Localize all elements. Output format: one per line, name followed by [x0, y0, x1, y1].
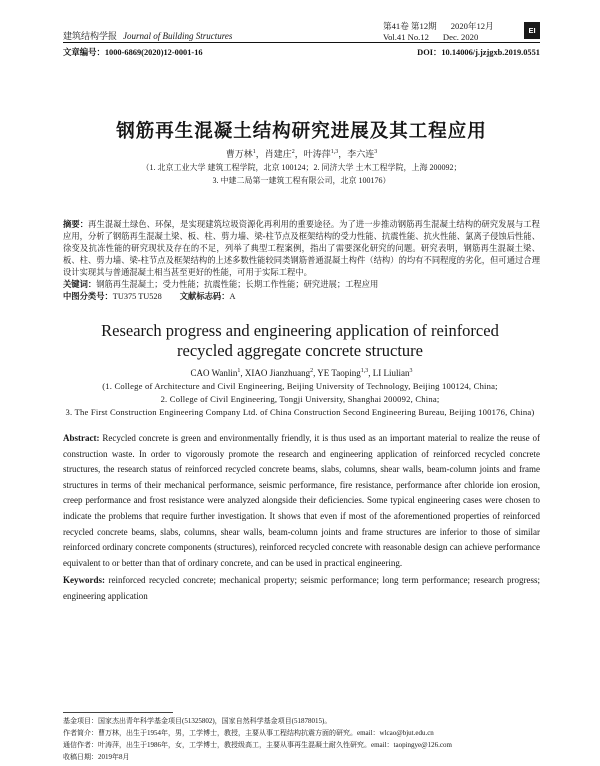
author-name: YE Taoping [317, 368, 361, 378]
abstract-en-block [63, 431, 540, 605]
issue-date-en: Dec. 2020 [442, 32, 479, 42]
classification-line [63, 291, 540, 303]
author-affil-mark: 1,3 [360, 368, 369, 374]
author-separator: ， [255, 149, 265, 159]
footnotes [63, 715, 540, 763]
author-affil-mark: 1 [252, 149, 256, 155]
doc-code-label: 文献标志码： [179, 292, 230, 301]
author-separator: ， [338, 149, 348, 159]
issue-date-cn: 2020年12月 [450, 21, 494, 31]
author-name: CAO Wanlin [190, 368, 238, 378]
author-affil-mark: 3 [409, 368, 413, 374]
affiliation-line: （1. 北京工业大学 建筑工程学院，北京 100124；2. 同济大学 土木工程学院，上海 200092； [141, 163, 462, 172]
affiliation-line: (1. College of Architecture and Civil Engineering, Beijing University of Technology, Beijing 100124, China; [102, 381, 498, 391]
header-rule [63, 42, 540, 43]
author-name: 肖建庄 [264, 149, 292, 159]
doi: DOI：10.14006/j.jzjgxb.2019.0551 [417, 48, 540, 57]
title-cn: 钢筋再生混凝土结构研究进展及其工程应用 [116, 121, 487, 142]
author-name: LI Liulian [372, 368, 410, 378]
affiliation-line: 3. The First Construction Engineering Company Ltd. of China Construction Second Engineering Bureau, Beijing 100176, China) [65, 407, 535, 417]
issue-volume-en: Vol.41 No.12 [383, 32, 429, 42]
author-affil-mark: 2 [291, 149, 295, 155]
abstract-en [63, 431, 540, 571]
author-separator: , [368, 368, 373, 378]
abstract-cn [63, 219, 540, 279]
running-head [63, 29, 232, 42]
footnote-author-bio: 作者简介：曹万林，出生于1954年，男，工学博士，教授，主要从事工程结构抗震方面的研究。email：wlcao@bjut.edu.cn [63, 729, 434, 737]
article-number: 文章编号：1000-6869(2020)12-0001-16 [63, 48, 203, 57]
keywords-en [63, 573, 540, 604]
keywords-cn [63, 279, 540, 291]
author-name: XIAO Jianzhuang [244, 368, 311, 378]
keywords-en-text: reinforced recycled concrete; mechanical property; seismic performance; long term performance; research progress; engineering application [63, 575, 541, 601]
issue-volume-cn: 第41卷 第12期 [383, 21, 437, 31]
footnote-rule [63, 712, 173, 713]
author-affil-mark: 1,3 [330, 149, 339, 155]
footnote-corresponding-author: 通信作者：叶涛萍，出生于1986年，女，工学博士，教授级高工，主要从事再生混凝土耐久性研究。email：taopingye@126.com [63, 741, 452, 749]
journal-name-en: Journal of Building Structures [123, 31, 233, 41]
title-en: Research progress and engineering application of reinforced recycled aggregate concrete structure [101, 321, 499, 360]
clc-value: TU375 TU528 [112, 292, 162, 301]
doc-code-value: A [229, 292, 236, 301]
keywords-cn-text: 钢筋再生混凝土；受力性能；抗震性能；长期工作性能；研究进展；工程应用 [96, 280, 379, 289]
footnote-funding: 基金项目：国家杰出青年科学基金项目(51325802)，国家自然科学基金项目(51878015)。 [63, 717, 332, 725]
author-name: 李六连 [347, 149, 375, 159]
article-meta [63, 46, 540, 58]
journal-name-cn: 建筑结构学报 [63, 31, 118, 41]
authors-cn [63, 147, 540, 160]
author-name: 叶涛萍 [303, 149, 331, 159]
author-separator: , [240, 368, 245, 378]
abstract-cn-label: 摘要： [63, 220, 89, 229]
abstract-en-label: Abstract: [63, 433, 100, 443]
author-affil-mark: 3 [374, 149, 378, 155]
authors-en [63, 368, 540, 378]
affiliation-line: 3. 中建二局第一建筑工程有限公司，北京 100176） [212, 176, 391, 185]
index-logo: EI [524, 22, 540, 39]
affiliations-en [8, 380, 592, 419]
author-separator: ， [294, 149, 304, 159]
keywords-cn-label: 关键词： [63, 280, 97, 289]
author-affil-mark: 2 [310, 368, 314, 374]
clc-label: 中图分类号： [63, 292, 113, 301]
affiliations-cn [40, 161, 563, 187]
abstract-cn-text: 再生混凝土绿色、环保，是实现建筑垃圾资源化再利用的重要途径。为了进一步推动钢筋再生混凝土结构的研究发展与工程应用，分析了钢筋再生混凝土梁、板、柱、剪力墙、梁-柱节点及框架结构的受力性能、抗震性能、抗火性能、氯离子侵蚀后性能、徐变及抗冻性能的研究现状及存在的不足，列举了典型工程案例，指出了需要深化研究的问题。研究表明，钢筋再生混凝土梁、板、柱、剪力墙、梁-柱节点及框架结构的上述多数性能较同类钢筋普通混凝土构件（结构）的均有不同程度的劣化，但可通过合理设计实现其与普通混凝土相当甚至更好的性能，可用于实际工程中。 [63, 220, 540, 277]
keywords-en-label: Keywords: [63, 575, 105, 586]
author-name: 曹万林 [225, 149, 253, 159]
affiliation-line: 2. College of Civil Engineering, Tongji University, Shanghai 200092, China; [160, 394, 440, 404]
author-separator: , [313, 368, 318, 378]
abstract-cn-block [63, 219, 540, 303]
abstract-en-text: Recycled concrete is green and environmentally friendly, it is thus used as an important material to realize the reuse of construction waste. In order to vigorously promote the research and engineering application of reinforced recycled concrete structures, the research status of reinforced recycled concrete beams, slabs, columns, shear walls, beam-column joints and frame structures in terms of their mechanical performance, seismic performance, fire resistance, performance after chloride ion erosion, creep performance and frost resistance were analyzed alongside their deficiencies. Some typical engineering cases were chosen to indicate the problems that require further investigation. It shows that even if most of the aforementioned properties of reinforced recycled concrete beams, slabs, columns, shear walls, beam-column joints and frame structures are inferior to those of similar reinforced ordinary concrete components (structures), reinforced recycled concrete with reasonable design can achieve performance equivalent to or better than that of ordinary concrete, and can be used in practical engineering. [63, 433, 541, 568]
issue-info [383, 21, 494, 43]
author-affil-mark: 1 [237, 368, 241, 374]
footnote-received-date: 收稿日期：2019年8月 [63, 753, 130, 761]
